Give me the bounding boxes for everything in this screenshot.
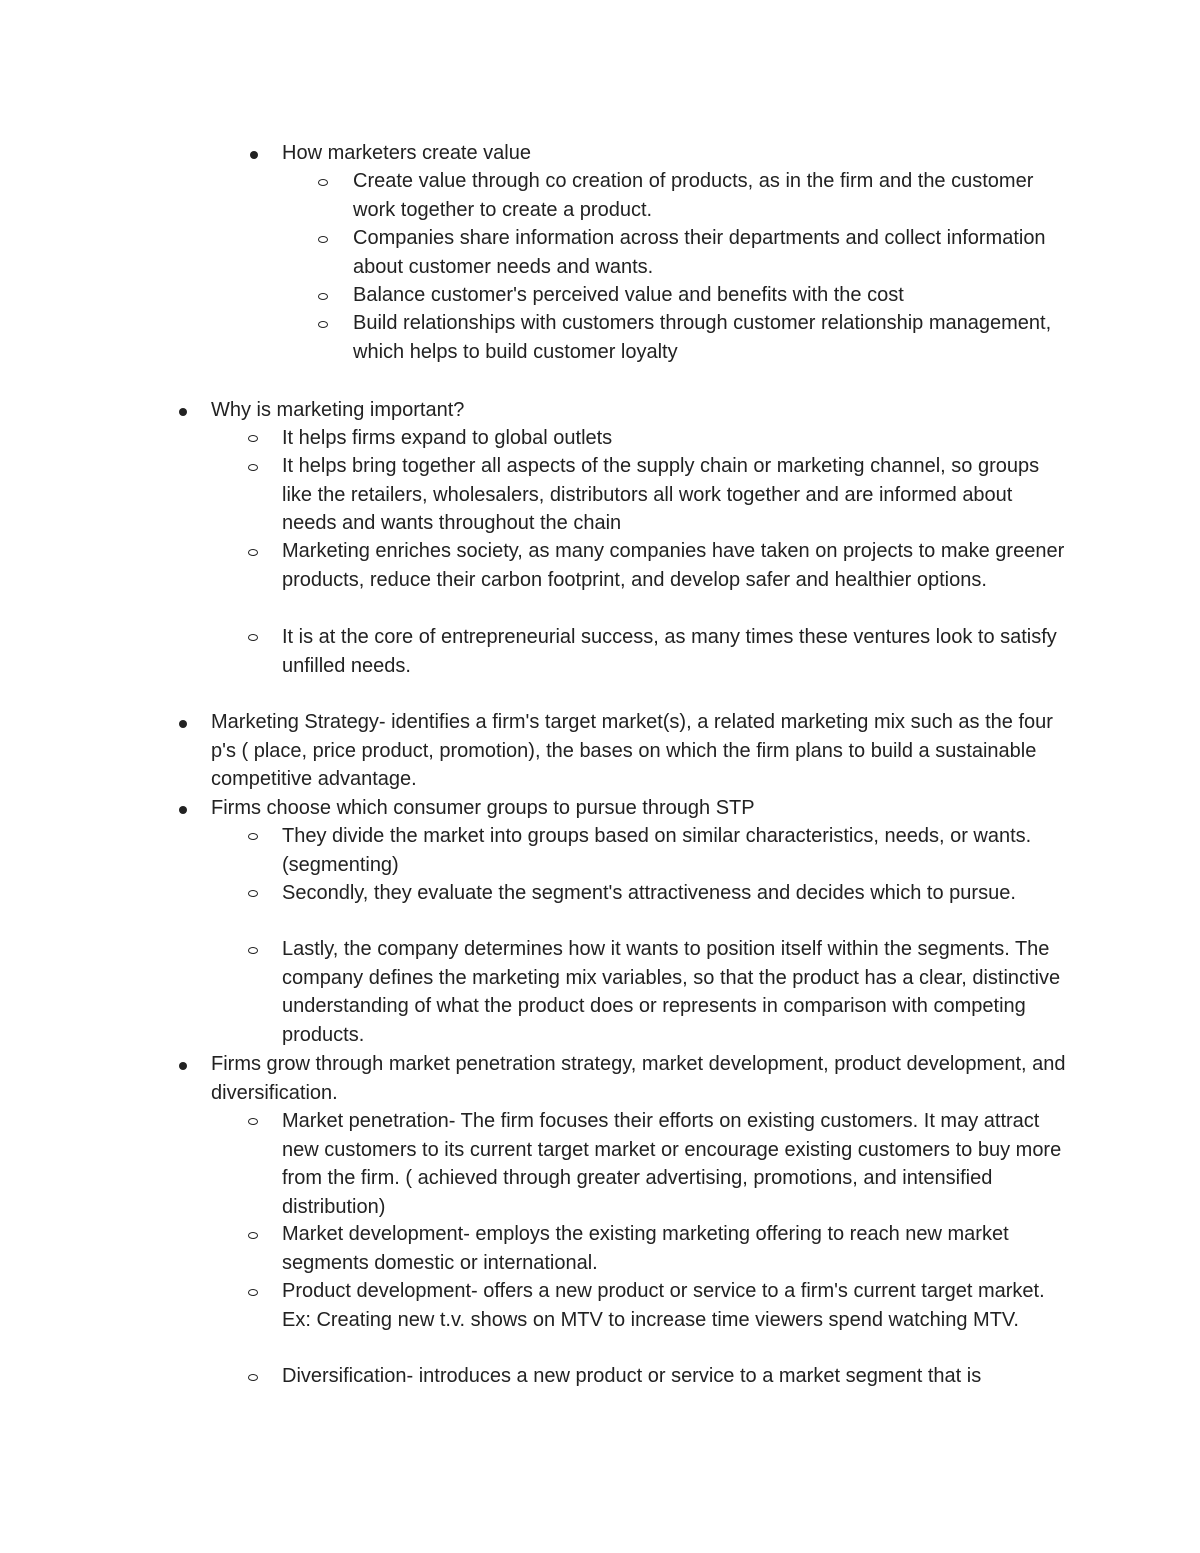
bullet-item: Firms grow through market penetration strategy, market development, product development, and diversification. [211, 1053, 1066, 1104]
bullet-disc-icon [179, 1062, 187, 1070]
bullet-circle-icon [318, 179, 328, 186]
sub-bullet-item: It is at the core of entrepreneurial success, as many times these ventures look to satisfy unfilled needs. [282, 626, 1057, 677]
bullet-circle-icon [248, 549, 258, 556]
sub-bullet-item: It helps firms expand to global outlets [282, 427, 613, 449]
bullet-circle-icon [248, 1374, 258, 1381]
sub-bullet-item: Market penetration- The firm focuses their efforts on existing customers. It may attract new customers to its current target market or encourage existing customers to buy more from the firm. ( achieved through greater advertising, promotions, and intensified distribution) [282, 1110, 1062, 1218]
bullet-circle-icon [248, 1118, 258, 1125]
bullet-disc-icon [179, 806, 187, 814]
sub-bullet-item: Marketing enriches society, as many companies have taken on projects to make greener products, reduce their carbon footprint, and develop safer and healthier options. [282, 540, 1065, 591]
sub-bullet-item: It helps bring together all aspects of the supply chain or marketing channel, so groups like the retailers, wholesalers, distributors all work together and are informed about needs and wants throughout the chain [282, 455, 1040, 535]
bullet-circle-icon [318, 293, 328, 300]
bullet-circle-icon [248, 634, 258, 641]
bullet-item: Why is marketing important? [211, 399, 465, 421]
bullet-circle-icon [248, 464, 258, 471]
bullet-item: Firms choose which consumer groups to pursue through STP [211, 797, 755, 819]
sub-bullet-item: Build relationships with customers through customer relationship management, which helps to build customer loyalty [353, 312, 1052, 363]
sub-bullet-item: Balance customer's perceived value and benefits with the cost [353, 284, 904, 306]
bullet-circle-icon [248, 947, 258, 954]
bullet-disc-icon [179, 408, 187, 416]
sub-bullet-item: Companies share information across their departments and collect information about customer needs and wants. [353, 227, 1046, 278]
sub-bullet-item: Market development- employs the existing marketing offering to reach new market segments domestic or international. [282, 1223, 1009, 1274]
sub-bullet-item: Create value through co creation of products, as in the firm and the customer work together to create a product. [353, 170, 1034, 221]
sub-bullet-item: Secondly, they evaluate the segment's attractiveness and decides which to pursue. [282, 882, 1016, 904]
bullet-circle-icon [248, 833, 258, 840]
bullet-circle-icon [318, 321, 328, 328]
bullet-disc-icon [179, 720, 187, 728]
bullet-circle-icon [248, 890, 258, 897]
sub-bullet-item: Lastly, the company determines how it wants to position itself within the segments. The company defines the marketing mix variables, so that the product has a clear, distinctive understanding of what the product does or represents in comparison with competing products. [282, 938, 1061, 1046]
bullet-circle-icon [248, 1289, 258, 1296]
bullet-circle-icon [248, 435, 258, 442]
bullet-disc-icon [250, 151, 258, 159]
bullet-circle-icon [318, 236, 328, 243]
sub-bullet-item: Diversification- introduces a new product or service to a market segment that is [282, 1365, 982, 1387]
bullet-item: Marketing Strategy- identifies a firm's target market(s), a related marketing mix such as the four p's ( place, price product, promotion), the bases on which the firm plans to build a sustainable competitive advantage. [211, 711, 1053, 791]
bullet-circle-icon [248, 1232, 258, 1239]
sub-bullet-item: They divide the market into groups based on similar characteristics, needs, or wants. (segmenting) [282, 825, 1032, 876]
sub-bullet-item: Product development- offers a new product or service to a firm's current target market. Ex: Creating new t.v. shows on MTV to increase time viewers spend watching MTV. [282, 1280, 1045, 1331]
bullet-item: How marketers create value [282, 142, 531, 164]
